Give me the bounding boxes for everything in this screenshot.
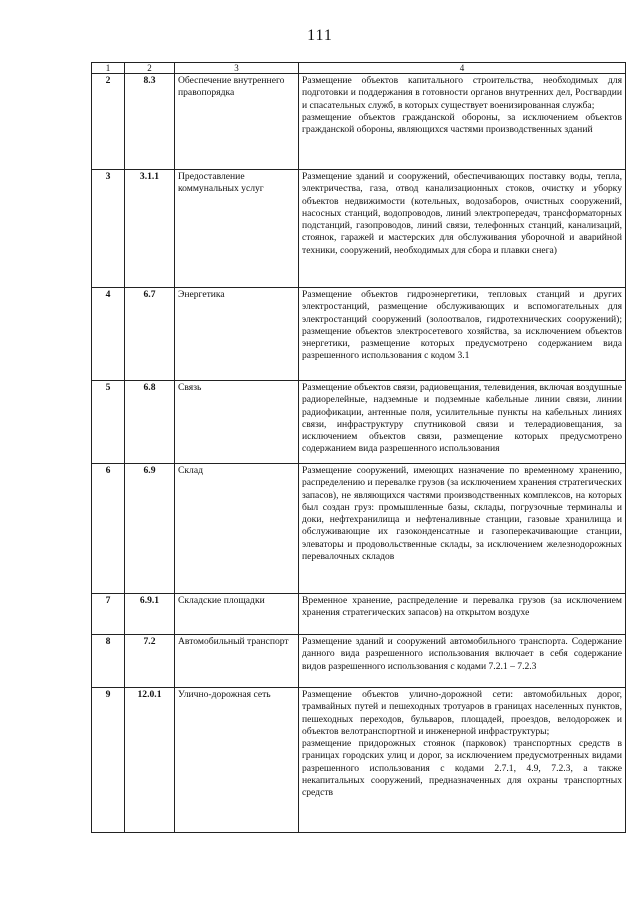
use-code: 6.8 bbox=[125, 381, 175, 464]
use-code: 6.7 bbox=[125, 288, 175, 381]
row-number: 8 bbox=[92, 635, 125, 688]
row-number: 6 bbox=[92, 464, 125, 594]
use-description bbox=[299, 170, 626, 288]
use-code: 6.9 bbox=[125, 464, 175, 594]
table-row bbox=[92, 464, 626, 594]
table-row bbox=[92, 288, 626, 381]
header-cell: 4 bbox=[299, 63, 626, 74]
use-description bbox=[299, 594, 626, 635]
description-paragraph: размещение придорожных стоянок (парковок) транспортных средств в границах городских улиц и дорог, за исключением предусмотренных видами разрешенного использования с кодами 2.7.1, 4.9, 7.2.3, а также некапитальных сооружений, предназначенных для охраны транспортных средств bbox=[302, 738, 622, 799]
use-name: Предоставление коммунальных услуг bbox=[175, 170, 299, 288]
row-number: 5 bbox=[92, 381, 125, 464]
use-description bbox=[299, 688, 626, 833]
description-paragraph: Размещение объектов капитального строительства, необходимых для подготовки и поддержания в готовности органов внутренних дел, Росгвардии и спасательных служб, в которых существует военизированная служба; bbox=[302, 75, 622, 111]
row-number: 3 bbox=[92, 170, 125, 288]
use-name: Складские площадки bbox=[175, 594, 299, 635]
row-number: 9 bbox=[92, 688, 125, 833]
use-code: 6.9.1 bbox=[125, 594, 175, 635]
use-description bbox=[299, 381, 626, 464]
table-row bbox=[92, 170, 626, 288]
use-code: 8.3 bbox=[125, 74, 175, 170]
page-number: 111 bbox=[307, 27, 333, 44]
use-code: 7.2 bbox=[125, 635, 175, 688]
use-description bbox=[299, 288, 626, 381]
header-cell: 2 bbox=[125, 63, 175, 74]
description-paragraph: Размещение объектов улично-дорожной сети: автомобильных дорог, трамвайных путей и пешеходных тротуаров в границах населенных пунктов, пешеходных переходов, бульваров, площадей, проездов, велодорожек и объектов велотранспортной и инженерной инфраструктуры; bbox=[302, 689, 622, 737]
use-code: 12.0.1 bbox=[125, 688, 175, 833]
table-row bbox=[92, 381, 626, 464]
description-paragraph: Размещение объектов гидроэнергетики, тепловых станций и других электростанций, размещение обслуживающих и вспомогательных для электростанций сооружений (золоотвалов, гидротехнических сооружений); размещение объектов электросетевого хозяйства, за исключением объектов энергетики, размещение которых предусмотрено содержанием вида разрешенного использования с кодом 3.1 bbox=[302, 289, 622, 362]
use-name: Улично-дорожная сеть bbox=[175, 688, 299, 833]
use-code: 3.1.1 bbox=[125, 170, 175, 288]
use-description bbox=[299, 464, 626, 594]
row-number: 2 bbox=[92, 74, 125, 170]
row-number: 7 bbox=[92, 594, 125, 635]
description-paragraph: Размещение зданий и сооружений автомобильного транспорта. Содержание данного вида разрешенного использования включает в себя содержание видов разрешенного использования с кодами 7.2.1 – 7.2.3 bbox=[302, 636, 622, 672]
description-paragraph: Размещение объектов связи, радиовещания, телевидения, включая воздушные радиорелейные, надземные и подземные кабельные линии связи, линии радиофикации, антенные поля, усилительные пункты на кабельных линиях связи, инфраструктуру спутниковой связи и телерадиовещания, за исключением объектов связи, размещение которых предусмотрено содержанием вида разрешенного использования bbox=[302, 382, 622, 455]
table-header-row bbox=[92, 63, 626, 74]
use-name: Связь bbox=[175, 381, 299, 464]
description-paragraph: Временное хранение, распределение и перевалка грузов (за исключением хранения стратегических запасов) на открытом воздухе bbox=[302, 595, 622, 619]
header-cell: 3 bbox=[175, 63, 299, 74]
use-name: Склад bbox=[175, 464, 299, 594]
use-name: Обеспечение внутреннего правопорядка bbox=[175, 74, 299, 170]
header-cell: 1 bbox=[92, 63, 125, 74]
use-description bbox=[299, 74, 626, 170]
use-name: Автомобильный транспорт bbox=[175, 635, 299, 688]
row-number: 4 bbox=[92, 288, 125, 381]
use-name: Энергетика bbox=[175, 288, 299, 381]
description-paragraph: размещение объектов гражданской обороны, за исключением объектов гражданской обороны, являющихся частями производственных зданий bbox=[302, 111, 622, 136]
description-paragraph: Размещение зданий и сооружений, обеспечивающих поставку воды, тепла, электричества, газа, отвод канализационных стоков, очистку и уборку объектов недвижимости (котельных, водозаборов, очистных сооружений, насосных станций, водопроводов, линий электропередач, трансформаторных подстанций, газопроводов, линий связи, телефонных станций, канализаций, стоянок, гаражей и мастерских для обслуживания уборочной и аварийной техники, сооружений, необходимых для сбора и плавки снега) bbox=[302, 171, 622, 256]
use-description bbox=[299, 635, 626, 688]
land-use-table bbox=[91, 62, 626, 833]
table-row bbox=[92, 594, 626, 635]
table-row bbox=[92, 688, 626, 833]
table-row bbox=[92, 74, 626, 170]
description-paragraph: Размещение сооружений, имеющих назначение по временному хранению, распределению и перевалке грузов (за исключением хранения стратегических запасов), не являющихся частями производственных комплексов, на которых был создан груз: промышленные базы, склады, погрузочные терминалы и доки, нефтехранилища и нефтеналивные станции, газовые хранилища и обслуживающие их газоконденсатные и газоперекачивающие станции, элеваторы и продовольственные склады, за исключением железнодорожных перевалочных складов bbox=[302, 465, 622, 563]
table-row bbox=[92, 635, 626, 688]
